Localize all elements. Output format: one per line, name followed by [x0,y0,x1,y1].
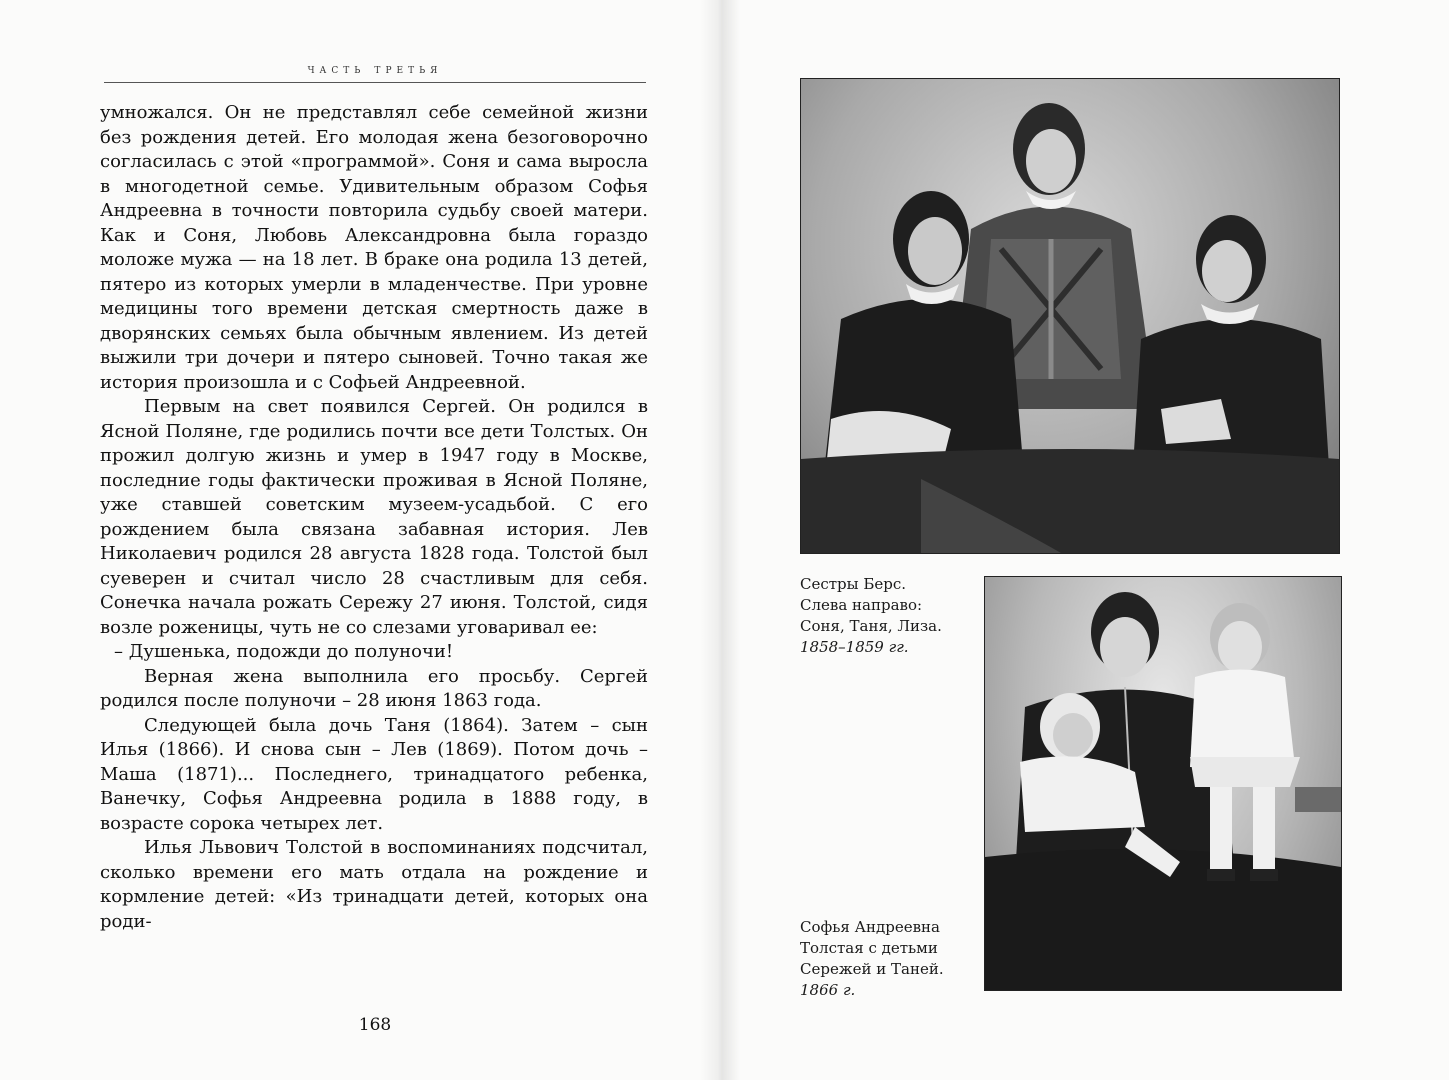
photo-sofia-with-children [984,576,1342,991]
caption-date: 1858–1859 гг. [800,638,909,656]
running-head: часть третья [307,62,443,77]
caption-line: Софья Андреевна [800,918,940,936]
caption-photo-2 [800,917,970,1001]
caption-line: Толстая с детьми [800,939,938,957]
paragraph: Верная жена выполнила его просьбу. Сергей родился после полуночи – 28 июня 1863 года. [100,665,648,711]
caption-line: Слева направо: [800,596,923,614]
paragraph: умножался. Он не представлял себе семейной жизни без рождения детей. Его молодая жена безоговорочно согласилась с этой «программой». Соня и сама выросла в многодетной семье. Удивительным образом Софья Андреевна в точности повторила судьбу своей матери. Как и Соня, Любовь Александровна была гораздо моложе мужа — на 18 лет. В браке она родила 13 детей, пятеро из которых умерли в младенчестве. При уровне медицины того времени детская смертность даже в дворянских семьях была обычным явлением. Из детей выжили три дочери и пятеро сыновей. Точно такая же история произошла и с Софьей Андреевной. [100,102,648,393]
caption-photo-1 [800,574,970,658]
caption-date: 1866 г. [800,981,856,999]
paragraph: Следующей была дочь Таня (1864). Затем – сын Илья (1866). И снова сын – Лев (1869). Потом дочь – Маша (1871)... Последнего, тринадцатого ребенка, Ванечку, Софья Андреевна родила в 1888 году, в возрасте сорока четырех лет. [100,714,648,834]
body-text [100,101,648,934]
photo-bers-sisters [800,78,1340,554]
book-gutter [700,0,740,1080]
dialogue-line: – Душенька, подожди до полуночи! [114,641,454,662]
paragraph: Первым на свет появился Сергей. Он родился в Ясной Поляне, где родились почти все дети Толстых. Он прожил долгую жизнь и умер в 1947 году в Москве, последние годы фактически проживая в Ясной Поляне, уже ставшей советским музеем-усадьбой. С его рождением была связана забавная история. Лев Николаевич родился 28 августа 1828 года. Толстой был суеверен и считал число 28 счастливым для себя. Сонечка начала рожать Сережу 27 июня. Толстой, сидя возле роженицы, чуть не со слезами уговаривал ее: [100,396,648,638]
caption-line: Сережей и Таней. [800,960,944,978]
page-number: 168 [358,1015,392,1035]
caption-line: Сестры Берс. [800,575,907,593]
caption-line: Соня, Таня, Лиза. [800,617,942,635]
paragraph: Илья Львович Толстой в воспоминаниях подсчитал, сколько времени его мать отдала на рождение и кормление детей: «Из тринадцати детей, которых она роди- [100,837,648,932]
header-rule [104,82,646,83]
